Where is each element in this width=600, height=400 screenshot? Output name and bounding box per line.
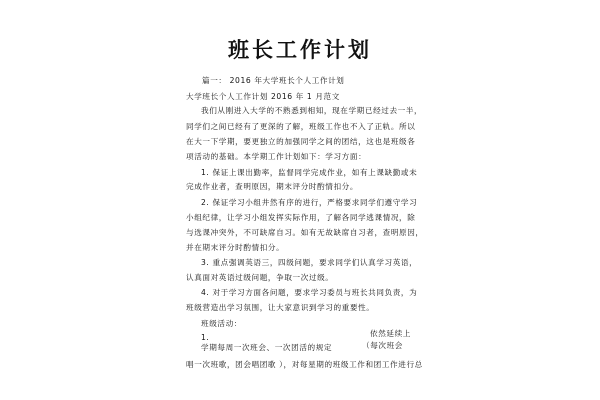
intro-line: 同学们之间已经有了更深的了解，班级工作也不入了正轨。所以 [186,122,416,131]
document-title: 班长工作计划 [228,38,372,62]
intro-line: 项活动的基础。本学期工作计划如下：学习方面： [186,152,367,161]
study-item-4-line: 4. 对于学习方面各问题，要求学习委员与班长共同负责，为 [201,288,418,297]
study-item-1-line: 1. 保证上课出勤率，监督同学完成作业，如有上课缺勤或未 [201,168,418,177]
activity-1-number: 1. [201,333,210,342]
study-item-2-line: 2. 保证学习小组井然有序的进行，严格要求同学们遵守学习 [201,198,418,207]
activity-1-last-line: 唱一次班歌，团会唱团歌 ），对每星期的班级工作和团工作进行总 [186,360,423,369]
activity-1-right-paren: （每次班会 [362,341,403,350]
article-subtitle: 大学班长个人工作计划 2016 年 1 月范文 [186,92,340,101]
study-item-2-line: 小组纪律，让学习小组发挥实际作用，了解各同学逃课情况，除 [186,213,416,222]
intro-line: 在大一下学期，要更独立的加强同学之间的团结，这也是班级各 [186,137,416,146]
study-item-2-line: 并在期末评分时酌情扣分。 [186,243,285,252]
study-item-4-line: 班级营造出学习氛围，让大家意识到学习的重要性。 [186,303,375,312]
study-item-2-line: 与选课冲突外，不可缺席自习。如有无故缺席自习者，查明原因， [186,228,424,237]
article-heading: 篇一： 2016 年大学班长个人工作计划 [202,76,345,85]
class-activities-label: 班级活动： [201,319,242,328]
study-item-1-line: 完成作业者，查明原因，期末评分时酌情扣分。 [186,182,359,191]
study-item-3-line: 3. 重点强调英语三，四级问题，要求同学们认真学习英语， [201,258,418,267]
intro-line: 我们从刚进入大学的不熟悉到相知，现在学期已经过去一半， [201,106,423,115]
activity-1-right-top: 依然延续上 [370,329,411,338]
activity-1-main: 学期每周一次班会、一次团活的规定 [201,343,333,352]
study-item-3-line: 认真面对英语过级问题，争取一次过级。 [186,273,334,282]
